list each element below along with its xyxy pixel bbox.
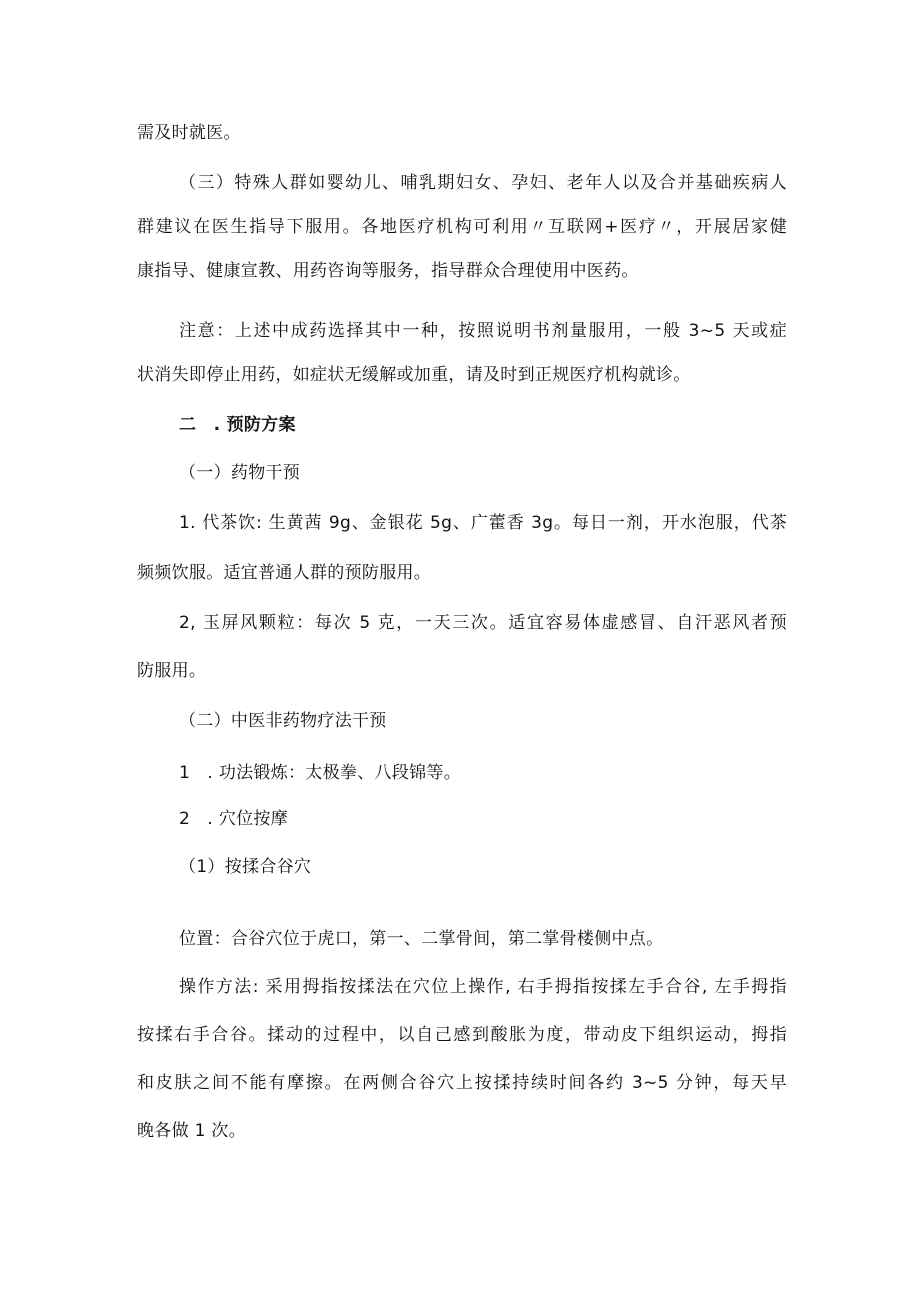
hegu-method-line: 晚各做 1 次。	[137, 1121, 247, 1141]
hegu-position: 位置：合谷穴位于虎口，第一、二掌骨间，第二掌骨楼侧中点。	[179, 929, 664, 949]
item-tea-line: 频频饮服。适宜普通人群的预防服用。	[137, 563, 432, 583]
subsection-drug-intervention: （一）药物干预	[179, 463, 301, 483]
item-granules-line: 防服用。	[137, 661, 207, 681]
paragraph-special-groups-line: 群建议在医生指导下服用。各地医疗机构可利用〃互联网+医疗〃，开展居家健	[137, 217, 787, 237]
item-exercise: 1 . 功法锻炼：太极拳、八段锦等。	[179, 763, 462, 783]
hegu-method-line: 按揉右手合谷。揉动的过程中，以自己感到酸胀为度，带动皮下组织运动，拇指	[137, 1025, 787, 1045]
paragraph-note-line: 状消失即停止用药，如症状无缓解或加重，请及时到正规医疗机构就诊。	[137, 365, 691, 385]
item-granules-line: 2, 玉屏风颗粒：每次 5 克，一天三次。适宜容易体虚感冒、自汗恶风者预	[179, 613, 787, 633]
item-acupoint-massage: 2 . 穴位按摩	[179, 809, 289, 829]
paragraph-special-groups-line: （三）特殊人群如婴幼儿、哺乳期妇女、孕妇、老年人以及合并基础疾病人	[179, 173, 787, 193]
paragraph-continuation-line: 需及时就医。	[137, 123, 241, 143]
paragraph-special-groups-line: 康指导、健康宣教、用药咨询等服务，指导群众合理使用中医药。	[137, 261, 639, 281]
paragraph-note-line: 注意：上述中成药选择其中一种，按照说明书剂量服用，一般 3~5 天或症	[179, 321, 787, 341]
hegu-method-line: 和皮肤之间不能有摩擦。在两侧合谷穴上按揉持续时间各约 3~5 分钟，每天早	[137, 1073, 787, 1093]
item-tea-line: 1. 代茶饮: 生黄茜 9g、金银花 5g、广藿香 3g。每日一剂，开水泡服，代茶	[179, 513, 787, 533]
section-heading-prevention: 二 . 预防方案	[179, 415, 296, 435]
subsection-nondrug-intervention: （二）中医非药物疗法干预	[179, 711, 387, 731]
item-hegu-title: （1）按揉合谷穴	[179, 857, 312, 877]
hegu-method-line: 操作方法: 采用拇指按揉法在穴位上操作, 右手拇指按揉左手合谷, 左手拇指	[179, 977, 787, 997]
